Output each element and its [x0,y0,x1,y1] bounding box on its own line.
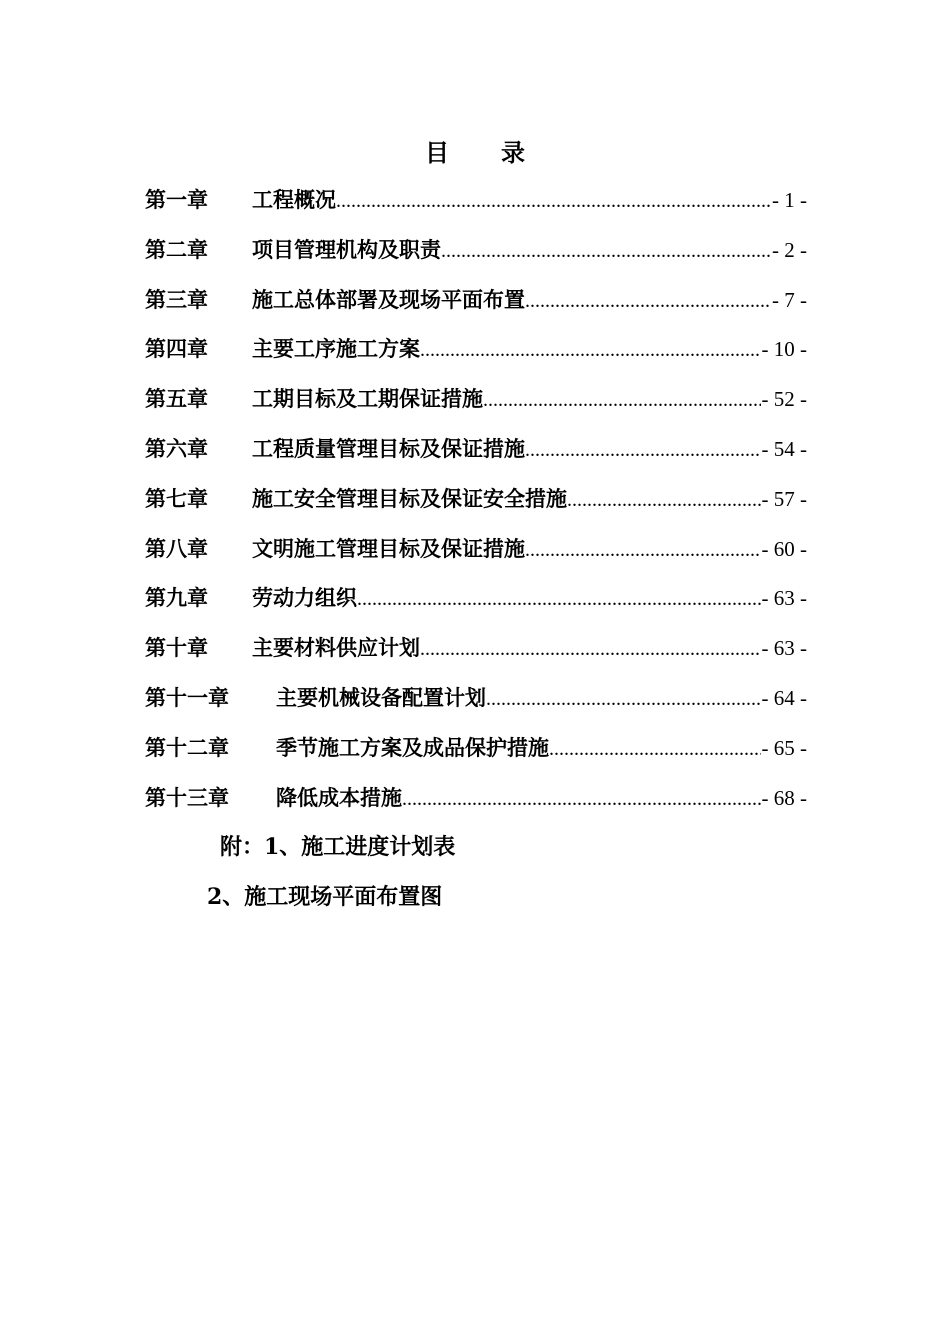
toc-entry-title: 工期目标及工期保证措施 [252,386,483,412]
toc-page-number: - 2 - [772,237,807,262]
toc-chapter: 第七章 [145,485,208,511]
toc-list [145,181,807,828]
toc-page-number: - 65 - [761,735,807,760]
toc-entry [145,330,807,380]
toc-chapter: 第三章 [145,286,208,312]
toc-page-number: - 63 - [761,636,807,661]
toc-entry [145,579,807,629]
toc-entry [145,181,807,231]
toc-leader [336,182,771,220]
toc-entry-title: 施工安全管理目标及保证安全措施 [252,485,567,511]
toc-entry-title: 主要材料供应计划 [252,635,420,661]
toc-chapter: 第十一章 [145,684,229,710]
toc-entry [145,480,807,530]
toc-leader [357,580,761,618]
toc-chapter: 第九章 [145,585,208,611]
toc-entry [145,380,807,430]
appendix-line-2: 2、施工现场平面布置图 [207,884,443,910]
toc-chapter: 第十章 [145,635,208,661]
toc-chapter: 第一章 [145,187,208,212]
toc-page-number: - 1 - [772,188,807,212]
toc-entry-title: 降低成本措施 [276,784,402,810]
toc-entry [145,629,807,679]
toc-chapter: 第十二章 [145,734,229,760]
toc-page-number: - 60 - [761,536,807,561]
toc-leader [525,531,761,569]
toc-chapter: 第四章 [145,336,208,362]
toc-entry-title: 项目管理机构及职责 [252,236,441,262]
toc-entry-title: 季节施工方案及成品保护措施 [276,734,549,760]
toc-leader [441,232,771,270]
toc-chapter: 第十三章 [145,784,229,810]
toc-leader [420,331,761,369]
toc-entry-title: 主要工序施工方案 [252,336,420,362]
toc-entry [145,679,807,729]
toc-chapter: 第五章 [145,386,208,412]
toc-page-number: - 54 - [761,436,807,461]
toc-page-number: - 10 - [761,337,807,362]
toc-chapter: 第六章 [145,435,208,461]
toc-leader [525,431,761,469]
toc-page-number: - 64 - [761,685,807,710]
toc-leader [402,780,761,818]
toc-entry-title: 主要机械设备配置计划 [276,684,486,710]
toc-entry [145,231,807,281]
toc-leader [483,381,761,419]
toc-leader [549,730,761,768]
toc-page-number: - 68 - [761,785,807,810]
toc-entry [145,430,807,480]
toc-leader [567,481,761,519]
toc-leader [486,680,761,718]
toc-leader [525,282,771,320]
toc-entry [145,530,807,580]
toc-page-number: - 7 - [772,287,807,312]
toc-entry-title: 劳动力组织 [252,585,357,611]
toc-entry [145,729,807,779]
toc-title-left: 目 [425,138,449,167]
toc-leader [420,630,761,668]
toc-title-right: 录 [501,138,525,167]
toc-entry-title: 施工总体部署及现场平面布置 [252,286,525,312]
toc-entry-title: 文明施工管理目标及保证措施 [252,535,525,561]
toc-entry-title: 工程概况 [252,187,336,212]
toc-chapter: 第二章 [145,236,208,262]
toc-title [0,133,950,168]
toc-entry [145,779,807,829]
toc-page-number: - 52 - [761,387,807,412]
toc-page-number: - 63 - [761,586,807,611]
toc-chapter: 第八章 [145,535,208,561]
toc-entry [145,281,807,331]
toc-entry-title: 工程质量管理目标及保证措施 [252,435,525,461]
appendix-line-1: 附：1、施工进度计划表 [220,834,456,860]
toc-page-number: - 57 - [761,486,807,511]
